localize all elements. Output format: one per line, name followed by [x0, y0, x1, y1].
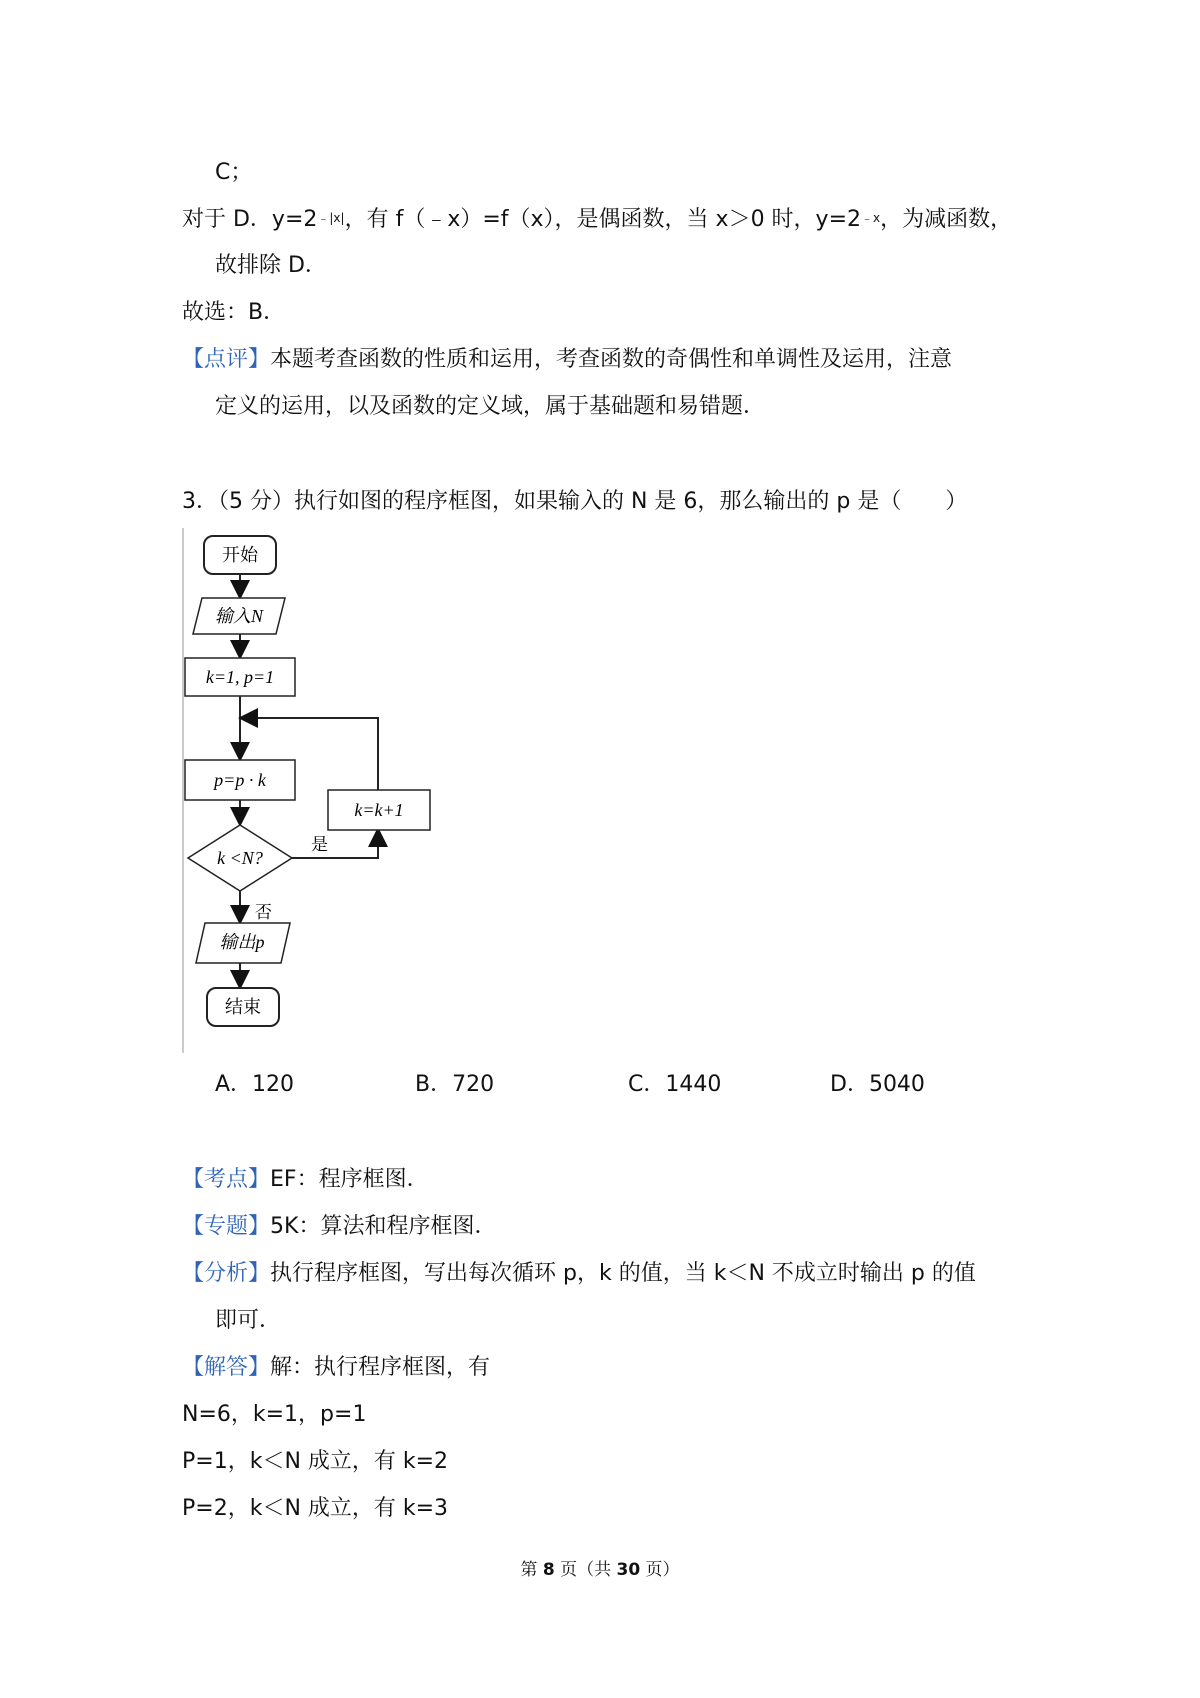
step-line: P=2，k＜N 成立，有 k=3 [182, 1496, 449, 1521]
option-c-tail: C； [215, 160, 253, 185]
option-d-analysis [182, 205, 1012, 235]
output-label: 输出p [219, 932, 265, 952]
d-text-a: 对于 D．y=2 [182, 207, 318, 232]
review-text: 本题考查函数的性质和运用，考查函数的奇偶性和单调性及运用，注意 [270, 347, 953, 372]
init-label: k=1, p=1 [205, 667, 275, 687]
topic [182, 1212, 496, 1242]
zt-tag: 【专题】 [182, 1214, 271, 1239]
d-exp-2: ﹣x [861, 211, 881, 225]
page-footer [0, 1555, 1200, 1580]
step-line: P=1，k＜N 成立，有 k=2 [182, 1449, 449, 1474]
review-cont: 定义的运用，以及函数的定义域，属于基础题和易错题． [215, 394, 766, 419]
fx-tag: 【分析】 [182, 1261, 271, 1286]
analysis-cont: 即可． [215, 1308, 282, 1333]
review-tag: 【点评】 [182, 347, 271, 372]
flowchart-start [204, 536, 276, 574]
d-text-b: ，有 f（﹣x）=f（x），是偶函数，当 x＞0 时，y=2 [344, 207, 862, 232]
review [182, 345, 952, 375]
option-a: A．120 [215, 1072, 295, 1097]
no-label: 否 [255, 903, 272, 923]
calc-label: p=p · k [214, 770, 266, 790]
solution [182, 1353, 490, 1383]
d-text-c: ，为减函数， [880, 207, 1013, 232]
fx-text: 执行程序框图，写出每次循环 p，k 的值，当 k＜N 不成立时输出 p 的值 [270, 1261, 976, 1286]
answer-choice: 故选：B． [182, 300, 286, 325]
zt-text: 5K：算法和程序框图． [270, 1214, 497, 1239]
flowchart [175, 528, 445, 1058]
flowchart-calc [185, 760, 295, 800]
cond-label: k <N? [217, 848, 263, 868]
kd-tag: 【考点】 [182, 1167, 271, 1192]
jd-text: 解：执行程序框图，有 [270, 1355, 491, 1380]
footer-mid: 页（共 [554, 1560, 617, 1580]
start-label: 开始 [222, 545, 258, 565]
option-d: D．5040 [830, 1072, 925, 1097]
inc-label: k=k+1 [354, 800, 404, 820]
footer-page: 8 [542, 1560, 555, 1580]
flowchart-input [193, 598, 285, 634]
jd-tag: 【解答】 [182, 1355, 271, 1380]
step-line: N=6，k=1，p=1 [182, 1402, 367, 1427]
knowledge-point [182, 1165, 429, 1195]
option-b: B．720 [415, 1072, 495, 1097]
end-label: 结束 [225, 997, 261, 1017]
flowchart-increment [328, 790, 430, 830]
kd-text: EF：程序框图． [270, 1167, 429, 1192]
footer-prefix: 第 [520, 1560, 543, 1580]
option-d-exclude: 故排除 D． [215, 253, 327, 278]
question-3: 3．（5 分）执行如图的程序框图，如果输入的 N 是 6，那么输出的 p 是（ ） [182, 489, 968, 514]
analysis [182, 1259, 976, 1289]
footer-suffix: 页） [640, 1560, 680, 1580]
flowchart-end [207, 988, 279, 1026]
input-label: 输入N [214, 606, 264, 626]
flowchart-output [196, 923, 290, 963]
d-exp-1: ﹣|x| [317, 211, 345, 225]
flowchart-init [185, 658, 295, 696]
flowchart-condition [188, 825, 292, 891]
yes-label: 是 [311, 835, 328, 855]
footer-total: 30 [616, 1560, 641, 1580]
option-c: C．1440 [628, 1072, 722, 1097]
